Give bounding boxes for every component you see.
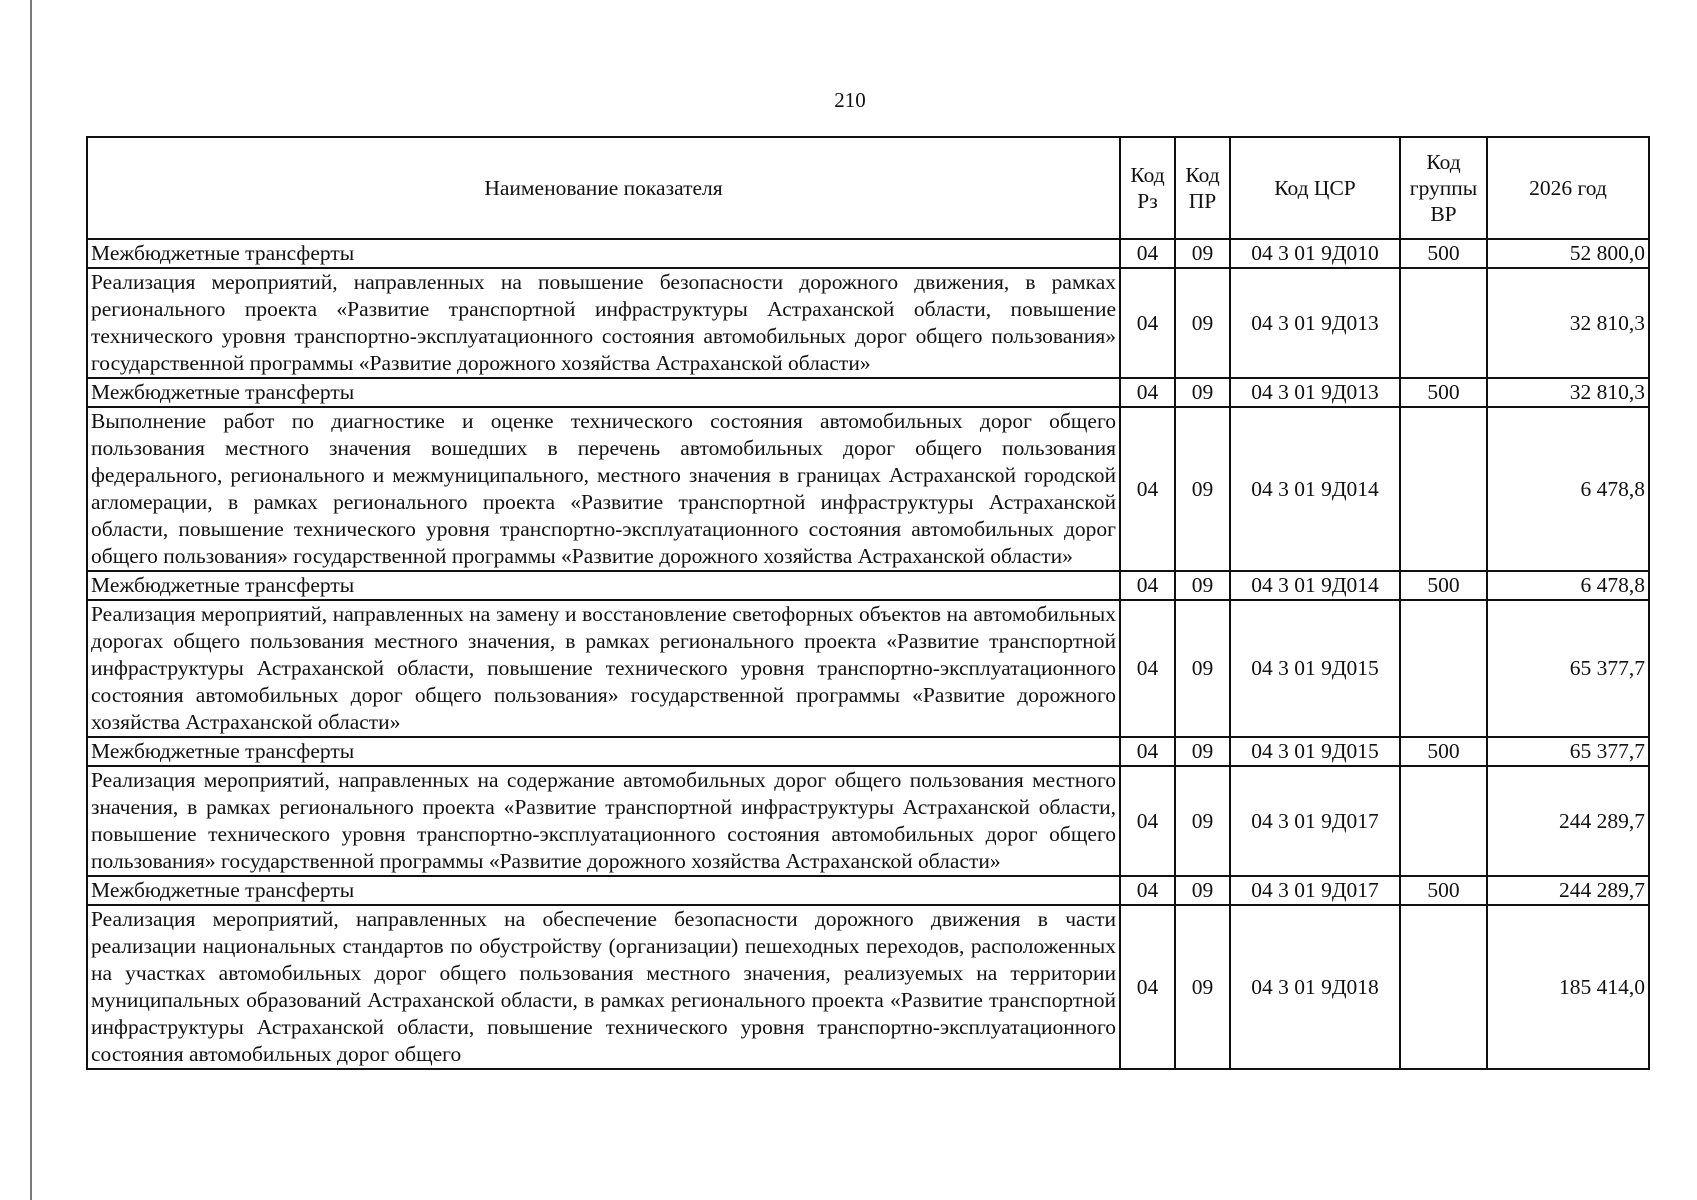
row-sum: 244 289,7 bbox=[1487, 876, 1649, 905]
row-csr: 04 3 01 9Д015 bbox=[1230, 600, 1400, 737]
row-rz: 04 bbox=[1120, 268, 1175, 378]
row-pr: 09 bbox=[1175, 407, 1230, 571]
table-row bbox=[87, 268, 1649, 378]
row-vr: 500 bbox=[1400, 571, 1487, 600]
row-pr: 09 bbox=[1175, 268, 1230, 378]
row-name: Реализация мероприятий, направленных на замену и восстановление светофорных объектов на автомобильных дорогах общего пользования местного значения, в рамках регионального проекта «Развитие транспортной инфраструктуры Астраханской области, повышение технического уровня транспортно-эксплуатационного состояния автомобильных дорог общего пользования» государственной программы «Развитие дорожного хозяйства Астраханской области» bbox=[87, 600, 1120, 737]
row-name: Межбюджетные трансферты bbox=[87, 378, 1120, 407]
row-pr: 09 bbox=[1175, 239, 1230, 268]
row-vr: 500 bbox=[1400, 239, 1487, 268]
table-row bbox=[87, 766, 1649, 876]
header-csr: Код ЦСР bbox=[1230, 137, 1400, 239]
page-number: 210 bbox=[834, 88, 866, 112]
row-csr: 04 3 01 9Д013 bbox=[1230, 378, 1400, 407]
row-csr: 04 3 01 9Д014 bbox=[1230, 571, 1400, 600]
row-name: Реализация мероприятий, направленных на содержание автомобильных дорог общего пользования местного значения, в рамках регионального проекта «Развитие транспортной инфраструктуры Астраханской области, повышение технического уровня транспортно-эксплуатационного состояния автомобильных дорог общего пользования» государственной программы «Развитие дорожного хозяйства Астраханской области» bbox=[87, 766, 1120, 876]
row-csr: 04 3 01 9Д013 bbox=[1230, 268, 1400, 378]
row-sum: 65 377,7 bbox=[1487, 737, 1649, 766]
row-pr: 09 bbox=[1175, 737, 1230, 766]
row-name: Выполнение работ по диагностике и оценке технического состояния автомобильных дорог общего пользования местного значения вошедших в перечень автомобильных дорог общего пользования федерального, регионального и межмуниципального, местного значения в границах Астраханской городской агломерации, в рамках регионального проекта «Развитие транспортной инфраструктуры Астраханской области, повышение технического уровня транспортно-эксплуатационного состояния автомобильных дорог общего пользования» государственной программы «Развитие дорожного хозяйства Астраханской области» bbox=[87, 407, 1120, 571]
row-sum: 6 478,8 bbox=[1487, 407, 1649, 571]
row-rz: 04 bbox=[1120, 905, 1175, 1069]
row-sum: 52 800,0 bbox=[1487, 239, 1649, 268]
row-rz: 04 bbox=[1120, 876, 1175, 905]
row-csr: 04 3 01 9Д015 bbox=[1230, 737, 1400, 766]
row-rz: 04 bbox=[1120, 378, 1175, 407]
row-name: Межбюджетные трансферты bbox=[87, 571, 1120, 600]
table-row bbox=[87, 600, 1649, 737]
table-row bbox=[87, 378, 1649, 407]
row-pr: 09 bbox=[1175, 378, 1230, 407]
row-vr bbox=[1400, 766, 1487, 876]
row-sum: 6 478,8 bbox=[1487, 571, 1649, 600]
row-pr: 09 bbox=[1175, 571, 1230, 600]
table-row bbox=[87, 407, 1649, 571]
row-rz: 04 bbox=[1120, 600, 1175, 737]
row-name: Реализация мероприятий, направленных на повышение безопасности дорожного движения, в рамках регионального проекта «Развитие транспортной инфраструктуры Астраханской области, повышение технического уровня транспортно-эксплуатационного состояния автомобильных дорог общего пользования» государственной программы «Развитие дорожного хозяйства Астраханской области» bbox=[87, 268, 1120, 378]
row-rz: 04 bbox=[1120, 239, 1175, 268]
row-csr: 04 3 01 9Д018 bbox=[1230, 905, 1400, 1069]
table-row bbox=[87, 876, 1649, 905]
row-name: Межбюджетные трансферты bbox=[87, 876, 1120, 905]
row-vr: 500 bbox=[1400, 737, 1487, 766]
row-vr: 500 bbox=[1400, 876, 1487, 905]
header-pr: Код ПР bbox=[1175, 137, 1230, 239]
row-rz: 04 bbox=[1120, 407, 1175, 571]
table-row bbox=[87, 737, 1649, 766]
header-name: Наименование показателя bbox=[87, 137, 1120, 239]
row-pr: 09 bbox=[1175, 905, 1230, 1069]
row-csr: 04 3 01 9Д014 bbox=[1230, 407, 1400, 571]
row-name: Реализация мероприятий, направленных на обеспечение безопасности дорожного движения в части реализации национальных стандартов по обустройству (организации) пешеходных переходов, расположенных на участках автомобильных дорог общего пользования местного значения, реализуемых на территории муниципальных образований Астраханской области, в рамках регионального проекта «Развитие транспортной инфраструктуры Астраханской области, повышение технического уровня транспортно-эксплуатационного состояния автомобильных дорог общего bbox=[87, 905, 1120, 1069]
row-csr: 04 3 01 9Д017 bbox=[1230, 766, 1400, 876]
row-csr: 04 3 01 9Д017 bbox=[1230, 876, 1400, 905]
row-sum: 32 810,3 bbox=[1487, 378, 1649, 407]
budget-table bbox=[86, 136, 1650, 1070]
row-rz: 04 bbox=[1120, 571, 1175, 600]
row-pr: 09 bbox=[1175, 766, 1230, 876]
row-sum: 65 377,7 bbox=[1487, 600, 1649, 737]
header-rz: Код Рз bbox=[1120, 137, 1175, 239]
row-pr: 09 bbox=[1175, 600, 1230, 737]
table-row bbox=[87, 571, 1649, 600]
row-sum: 244 289,7 bbox=[1487, 766, 1649, 876]
header-sum: 2026 год bbox=[1487, 137, 1649, 239]
row-vr bbox=[1400, 268, 1487, 378]
page-margin-line bbox=[30, 0, 32, 1200]
table-row bbox=[87, 905, 1649, 1069]
row-sum: 185 414,0 bbox=[1487, 905, 1649, 1069]
row-vr: 500 bbox=[1400, 378, 1487, 407]
row-pr: 09 bbox=[1175, 876, 1230, 905]
row-vr bbox=[1400, 905, 1487, 1069]
row-vr bbox=[1400, 600, 1487, 737]
row-rz: 04 bbox=[1120, 766, 1175, 876]
row-rz: 04 bbox=[1120, 737, 1175, 766]
row-csr: 04 3 01 9Д010 bbox=[1230, 239, 1400, 268]
row-sum: 32 810,3 bbox=[1487, 268, 1649, 378]
row-vr bbox=[1400, 407, 1487, 571]
table-header-row bbox=[87, 137, 1649, 239]
row-name: Межбюджетные трансферты bbox=[87, 737, 1120, 766]
header-vr: Код группы ВР bbox=[1400, 137, 1487, 239]
table-row bbox=[87, 239, 1649, 268]
row-name: Межбюджетные трансферты bbox=[87, 239, 1120, 268]
